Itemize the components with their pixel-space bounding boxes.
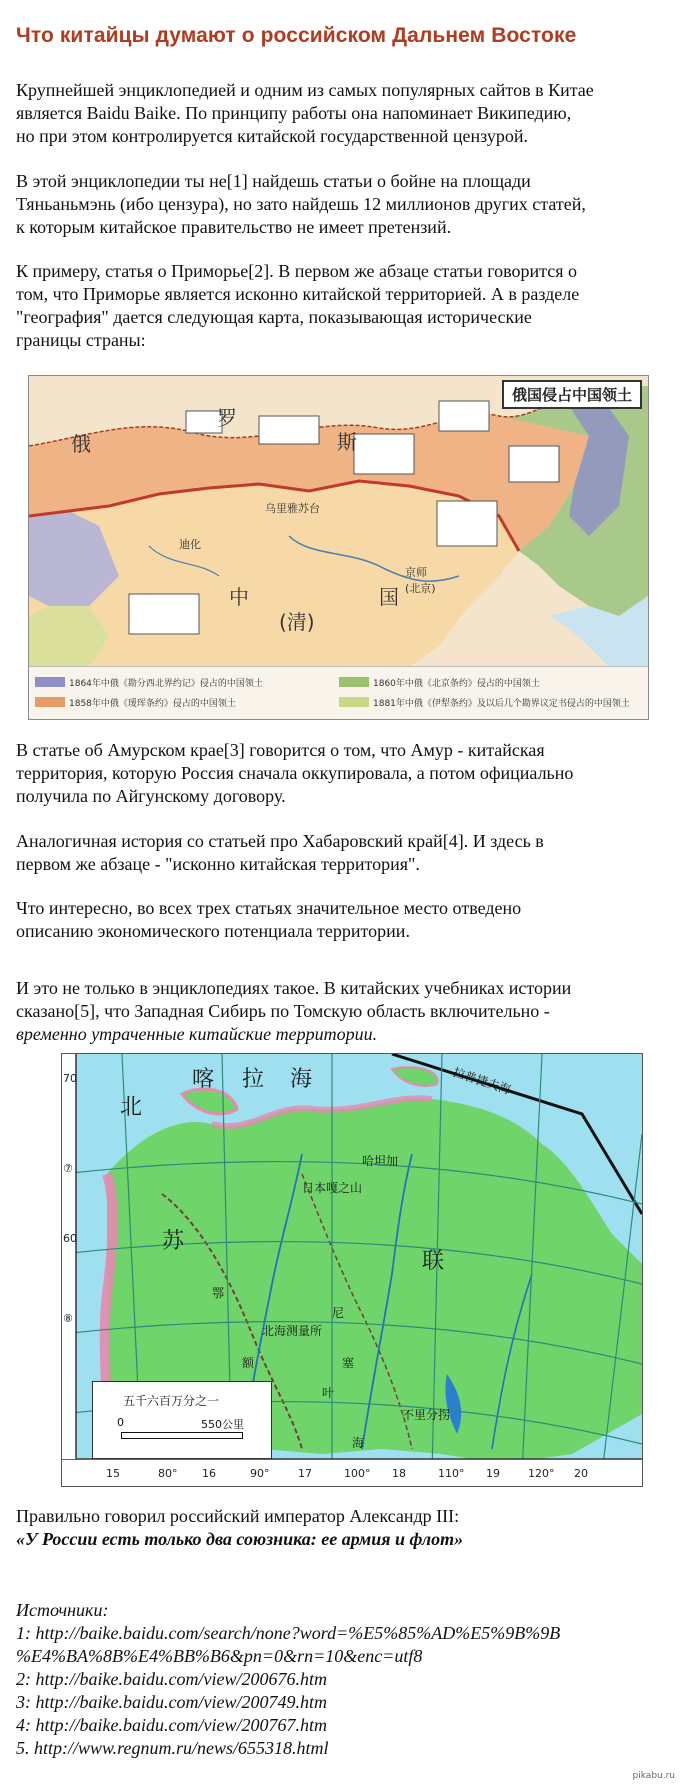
text-line: К примеру, статья о Приморье[2]. В первом же абзаце статьи говорится о [16,261,577,281]
lon-label: 120° [528,1467,555,1480]
map2-label-lian: 联 [422,1249,445,1274]
lon-label: 20 [574,1467,588,1480]
lon-label: 16 [202,1467,216,1480]
scale-bar [121,1432,243,1439]
map1-label-ulan: 乌里雅苏台 [265,502,320,515]
map2-label-hai: 海 [290,1067,313,1092]
lat-label: 70 [63,1072,77,1085]
source-link[interactable]: 1: http://baike.baidu.com/search/none?word=%E5%85%AD%E5%9B%9B [16,1623,561,1643]
legend-swatch [339,677,369,687]
map2-label-hatanga: 哈坦加 [362,1154,399,1168]
map2-label-su: 苏 [162,1229,185,1254]
text-line: Тяньаньмэнь (ибо цензура), но зато найдешь 12 миллионов других статей, [16,194,586,214]
map2-label-laptev: 拉普捷夫海 [451,1065,513,1097]
map2-label-beihai: 北海测量所 [262,1324,323,1338]
map2-label-bu-li: 不里分拐 [402,1408,451,1422]
paragraph-economy [16,897,666,943]
source-link[interactable]: 2: http://baike.baidu.com/view/200676.htm [16,1669,327,1689]
map2-label-tianshan: 日本嘎之山 [302,1181,363,1195]
historical-borders-map [28,375,649,720]
text-line: сказано[5], что Западная Сибирь по Томскую область включительно - [16,1001,550,1021]
map2-scale-box [92,1381,272,1459]
text-line: но при этом контролируется китайской государственной цензурой. [16,126,529,146]
legend-swatch [35,697,65,707]
map1-label-capital: 京师 (北京) [405,566,436,595]
text-line: Что интересно, во всех трех статьях значительное место отведено [16,898,522,918]
map1-label-dihua: 迪化 [179,538,201,551]
map1-label-luo: 罗 [217,406,237,430]
paragraph-alexander [16,1505,666,1551]
lon-label: 19 [486,1467,500,1480]
map2-label-la: 拉 [242,1067,265,1092]
text-line: "география" дается следующая карта, показывающая исторические [16,307,532,327]
site-watermark: pikabu.ru [632,1771,675,1781]
text-line: первом же абзаце - "исконно китайская территория". [16,854,420,874]
text-line: В этой энциклопедии ты не[1] найдешь статьи о бойне на площади [16,171,531,191]
legend-text: 1864年中俄《勘分西北界约记》侵占的中国领土 [69,679,263,689]
paragraph-amur [16,739,666,808]
legend-text: 1860年中俄《北京条约》侵占的中国领土 [373,679,540,689]
legend-text: 1858年中俄《瑷珲条约》侵占的中国领土 [69,699,236,709]
map1-title: 俄国侵占中国领土 [502,380,642,409]
text-line: территория, которую Россия сначала оккупировала, а потом официально [16,763,574,783]
text-line: границы страны: [16,330,146,350]
map2-label-irtysh: 额 [242,1356,255,1370]
legend-swatch [339,697,369,707]
map2-label-north-sea: 北 [120,1095,143,1120]
scale-title: 五千六百万分之一 [123,1394,220,1408]
source-link[interactable]: 4: http://baike.baidu.com/view/200767.htm [16,1715,327,1735]
article-title: Что китайцы думают о российском Дальнем Востоке [16,24,577,47]
sources [16,1599,666,1760]
legend-text: 1881年中俄《伊犁条约》及以后几个勘界议定书侵占的中国领土 [373,699,630,709]
text-line: является Baidu Baike. По принципу работы она напоминает Википедию, [16,103,572,123]
lon-label: 110° [438,1467,465,1480]
lat-label: 60 [63,1232,77,1245]
lat-label: ⑧ [63,1312,73,1325]
text-line-italic: временно утраченные китайские территории. [16,1024,378,1044]
siberia-map [61,1053,643,1487]
paragraph-textbooks [16,977,666,1046]
source-link[interactable]: 5. http://www.regnum.ru/news/655318.html [16,1738,329,1758]
scale-zero: 0 [117,1416,124,1429]
map2-label-yi: 叶 [322,1386,335,1400]
legend-swatch [35,677,65,687]
paragraph-khabarovsk [16,830,666,876]
text-line: И это не только в энциклопедиях такое. В китайских учебниках истории [16,978,572,998]
lon-label: 90° [250,1467,270,1480]
map2-label-ob: 鄂 [212,1286,225,1300]
map2-label-sai: 塞 [342,1356,355,1370]
map1-label-si: 斯 [337,430,357,454]
lat-label: ⑦ [63,1162,73,1175]
quote: «У России есть только два союзника: ее армия и флот» [16,1529,464,1549]
map1-label-e: 俄 [71,432,91,456]
text-line: Правильно говорил российский император Александр III: [16,1506,460,1526]
sources-heading: Источники: [16,1600,109,1620]
text-line: Аналогичная история со статьей про Хабаровский край[4]. И здесь в [16,831,544,851]
map2-label-hai2: 海 [352,1436,365,1450]
map2-label-ni: 尼 [332,1306,345,1320]
lon-label: 80° [158,1467,178,1480]
map1-legend [29,666,648,719]
lon-label: 18 [392,1467,406,1480]
text-line: Крупнейшей энциклопедией и одним из самых популярных сайтов в Китае [16,80,594,100]
paragraph-censorship [16,170,666,239]
paragraph-intro [16,79,666,148]
scale-km: 550公里 [201,1418,244,1431]
text-line: В статье об Амурском крае[3] говорится о том, что Амур - китайская [16,740,545,760]
text-line: к которым китайское правительство не имеет претензий. [16,217,452,237]
source-link[interactable]: 3: http://baike.baidu.com/view/200749.htm [16,1692,327,1712]
lon-label: 15 [106,1467,120,1480]
paragraph-primorye [16,260,666,352]
map2-label-kara: 喀 [192,1067,215,1092]
map1-label-guo: 国 [379,585,399,609]
text-line: том, что Приморье является исконно китайской территорией. А в разделе [16,284,580,304]
lon-label: 17 [298,1467,312,1480]
map1-label-zhong: 中 [229,585,249,609]
map1-label-qing: (清) [279,610,315,634]
source-link[interactable]: %E4%BA%8B%E4%BB%B6&pn=0&rn=10&enc=utf8 [16,1646,423,1666]
lon-label: 100° [344,1467,371,1480]
text-line: получила по Айгунскому договору. [16,786,286,806]
text-line: описанию экономического потенциала территории. [16,921,410,941]
